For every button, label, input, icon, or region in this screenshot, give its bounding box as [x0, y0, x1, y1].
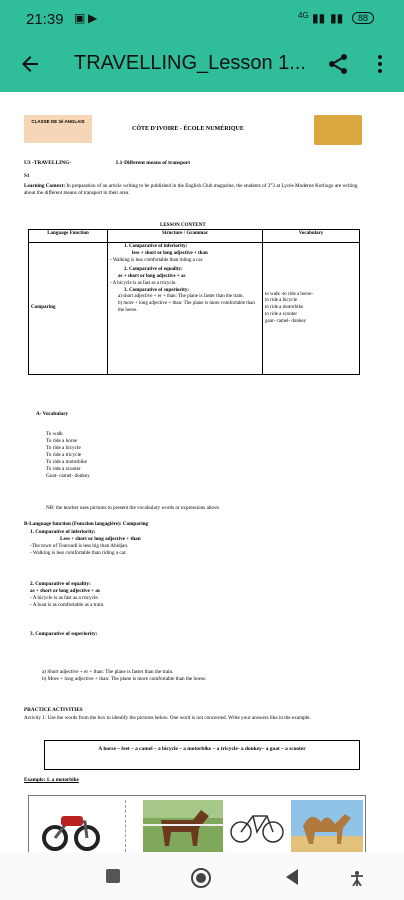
grammar-cell: 1. Comparative of inferiority: less + short or long adjective + than - Walking is less comfortable than riding a car. 2. Comparative of equality: as + short or long adjective + as - A bicycle is as fast as a tricycle. 3. Comparative of superiority: a) short adjective + er + than: The plane is faster than the train. b) more + long adjective + than: The plane is more comfortable than the horse. — [108, 243, 263, 375]
superiority-examples: a) Short adjective + er + than: The plane is faster than the train. b) More + long adjective + than: The plane is more comfortable than the horse. — [42, 669, 207, 683]
vocab-list: To walk To ride a horse To ride a bicycle To ride a tricycle To ride a motorbike To ride a scooter Goat- camel- donkey — [46, 431, 90, 480]
teacher-note: NB: the teacher uses pictures to present the vocabulary words or expressions above. — [46, 505, 221, 511]
learning-context: Learning Context: In preparation of an article writing to be published in the English Club magazine, the students of 3°3 at Lycée Moderne Korhogo are writing about the different means of transport in their area. — [24, 183, 358, 197]
kids-illustration — [314, 115, 362, 145]
session-label: S1 — [24, 173, 30, 179]
back-button[interactable] — [284, 867, 300, 887]
lesson-table — [28, 229, 360, 375]
more-options-icon[interactable] — [370, 52, 390, 76]
app-bar — [0, 38, 404, 92]
picture-strip — [28, 795, 366, 855]
example-label: Example: 1. a motorbike — [24, 777, 79, 783]
comparative-superiority: 3. Comparative of superiority: — [30, 631, 98, 637]
table-header: Language Function — [29, 230, 108, 243]
lesson-content-heading: LESSON CONTENT — [160, 223, 206, 228]
comparative-inferiority: 1. Comparative of inferiority: Less + short or long adjective + than -The town of Touroudi is less big than Abidjan. - Walking is less comfortable than riding a car. — [30, 529, 141, 557]
share-icon[interactable] — [326, 52, 350, 76]
table-header: Vocabulary — [263, 230, 360, 243]
motorbike-image — [41, 800, 101, 852]
class-badge: CLASSE DE 3è ANGLAIS — [24, 115, 92, 143]
word-box: A horse – feet – a camel – a bicycle – a motorbike – a tricycle- a donkey– a goat – a scooter — [44, 740, 360, 770]
lesson-label: L1-Different means of transport — [116, 160, 191, 166]
navigation-bar — [0, 852, 404, 900]
recents-button[interactable] — [106, 869, 120, 883]
accessibility-icon[interactable] — [350, 870, 364, 886]
practice-heading: PRACTICE ACTIVITIES — [24, 707, 83, 713]
table-header: Structure / Grammar — [108, 230, 263, 243]
function-cell: Comparing — [29, 243, 108, 375]
activity-1-instructions: Activity 1: Use the words from the box to identify the pictures below. One word is not concerned. Write your answers like in the example. — [24, 715, 311, 721]
play-icon: ▶ — [88, 11, 98, 25]
signal-icon: ▮▮ — [312, 11, 326, 25]
status-bar — [0, 0, 404, 38]
signal-icon-2: ▮▮ — [330, 11, 344, 25]
status-time: 21:39 — [26, 11, 64, 28]
battery-icon: 88 — [352, 12, 374, 24]
unit-label: U3 -TRAVELLING- — [24, 160, 72, 166]
network-type: 4G — [298, 11, 309, 20]
picture-divider — [125, 800, 132, 852]
back-arrow-icon[interactable] — [18, 52, 42, 76]
document-title: TRAVELLING_Lesson 1... — [74, 52, 306, 74]
section-b-heading: B-Language function (Function langagière): Comparing — [24, 521, 149, 527]
school-title: CÔTE D'IVOIRE - ÉCOLE NUMÉRIQUE — [132, 126, 244, 132]
vocab-heading: A- Vocabulary — [36, 411, 69, 417]
horse-image — [143, 800, 223, 852]
vocab-cell: to walk -to ride a horse- to ride a bicycle to ride a motorbike to ride a scooter goat- camel- donkey — [263, 243, 360, 375]
home-button[interactable] — [190, 867, 212, 889]
photo-icon: ▣ — [74, 11, 86, 25]
comparative-equality: 2. Comparative of equality: as + short or long adjective + as - A bicycle is as fast as a tricycle. - A boat is as comfortable as a train. — [30, 581, 105, 609]
camel-image — [291, 800, 363, 852]
document-page[interactable] — [20, 105, 384, 855]
bicycle-image — [229, 800, 285, 852]
